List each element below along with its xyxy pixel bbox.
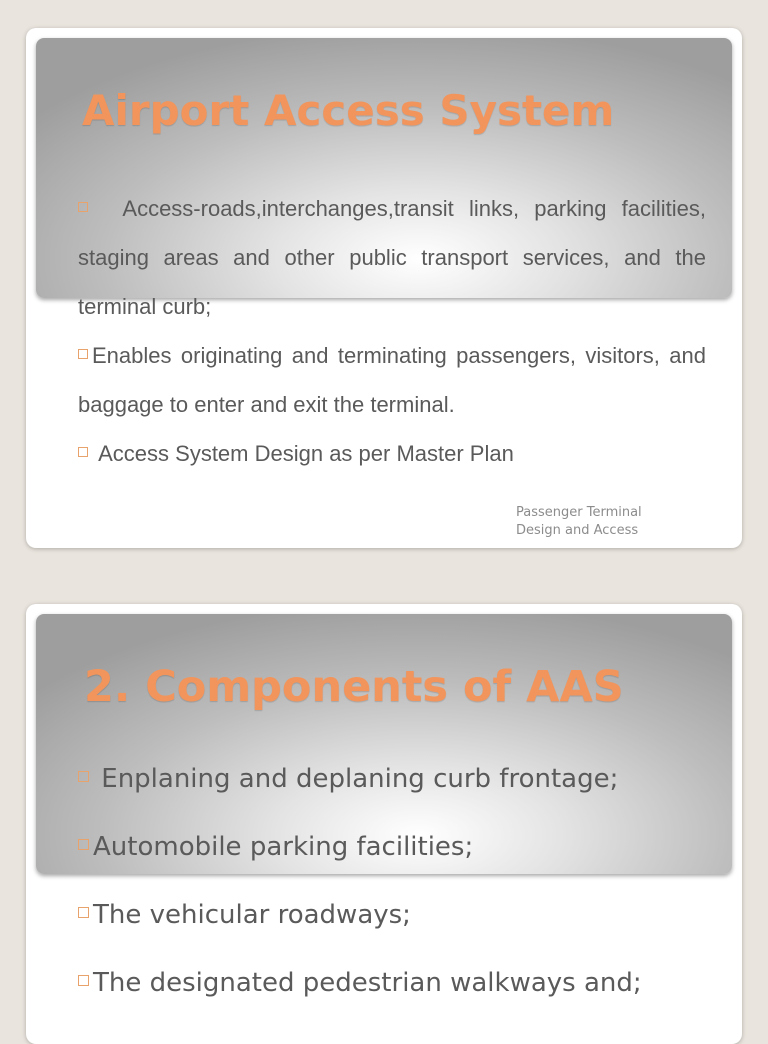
hollow-square-icon [78, 349, 88, 359]
bullet-text: Automobile parking facilities; [93, 832, 474, 862]
hollow-square-icon [78, 771, 89, 782]
bullet-item [78, 331, 706, 429]
slide-footer [516, 504, 642, 540]
bullet-item [78, 832, 728, 862]
slide-2 [26, 604, 742, 1044]
bullet-text: Enplaning and deplaning curb frontage; [101, 764, 619, 794]
bullet-item [78, 968, 728, 998]
hollow-square-icon [78, 202, 88, 212]
bullet-item [78, 429, 706, 478]
hollow-square-icon [78, 447, 88, 457]
bullet-text: The designated pedestrian walkways and; [93, 968, 642, 998]
slide-1 [26, 28, 742, 548]
footer-line: Design and Access [516, 523, 639, 538]
slide-title: 2. Components of AAS [84, 662, 624, 712]
hollow-square-icon [78, 975, 89, 986]
bullet-item [78, 184, 706, 331]
bullet-text: The vehicular roadways; [93, 900, 411, 930]
bullet-text: Enables originating and terminating passengers, visitors, and baggage to enter and exit the terminal. [78, 343, 706, 417]
bullet-text: Access-roads,interchanges,transit links, parking facilities, staging areas and other public transport services, and the terminal curb; [78, 196, 706, 319]
hollow-square-icon [78, 907, 89, 918]
bullet-text: Access System Design as per Master Plan [98, 441, 514, 466]
bullet-item [78, 900, 728, 930]
hollow-square-icon [78, 839, 89, 850]
slide-title: Airport Access System [82, 86, 615, 135]
bullet-item [78, 764, 728, 794]
footer-line: Passenger Terminal [516, 505, 642, 520]
